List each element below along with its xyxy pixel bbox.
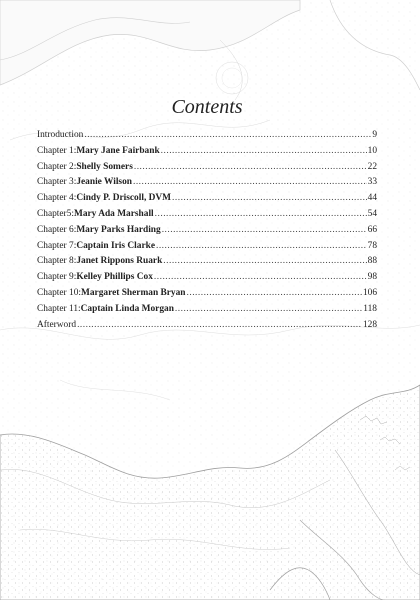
toc-entry[interactable] — [37, 223, 377, 239]
toc-entry[interactable] — [37, 207, 377, 223]
toc-page-number: 66 — [367, 224, 377, 235]
toc-dot-leader — [175, 302, 362, 318]
toc-chapter-label: Chapter5: — [37, 208, 74, 219]
toc-chapter-name: Mary Ada Marshall — [73, 208, 154, 219]
toc-chapter-label: Chapter 4: — [37, 193, 77, 204]
toc-dot-leader — [161, 144, 367, 160]
toc-chapter-label: Chapter 8: — [37, 256, 77, 267]
toc-chapter-name: Margaret Sherman Bryan — [81, 287, 186, 298]
toc-dot-leader — [163, 254, 366, 270]
toc-entry[interactable] — [37, 270, 377, 286]
toc-chapter-label: Chapter 7: — [37, 240, 77, 251]
toc-page-number: 118 — [363, 303, 377, 314]
toc-chapter-label: Afterword — [37, 319, 77, 330]
toc-entry[interactable] — [37, 160, 377, 176]
toc-entry[interactable] — [37, 239, 377, 255]
toc-chapter-name: Janet Rippons Ruark — [76, 256, 163, 267]
toc-chapter-name: Kelley Phillips Cox — [76, 272, 153, 283]
toc-dot-leader — [154, 270, 367, 286]
toc-chapter-label: Chapter 11: — [37, 303, 81, 314]
toc-page-number: 54 — [367, 208, 377, 219]
contents-title: Contents — [171, 96, 243, 118]
toc-page-number: 9 — [372, 130, 377, 140]
toc-dot-leader — [77, 318, 362, 334]
toc-chapter-name: Jeanie Wilson — [76, 177, 132, 188]
toc-chapter-label: Chapter 3: — [37, 177, 77, 188]
toc-chapter-label: Chapter 10: — [37, 287, 82, 298]
toc-entry[interactable] — [37, 254, 377, 270]
toc-dot-leader — [172, 191, 367, 207]
toc-list — [37, 128, 377, 333]
toc-page-number: 44 — [367, 193, 377, 204]
toc-page-number: 22 — [367, 161, 377, 172]
toc-page-number: 33 — [367, 177, 377, 188]
toc-chapter-label: Chapter 1: — [37, 145, 77, 156]
toc-chapter-label: Chapter 2: — [37, 161, 77, 172]
toc-chapter-name: Captain Iris Clarke — [76, 240, 155, 251]
toc-chapter-label: Chapter 9: — [37, 272, 77, 283]
toc-dot-leader — [156, 239, 367, 255]
toc-dot-leader — [162, 223, 367, 239]
toc-entry[interactable] — [37, 302, 377, 318]
toc-entry[interactable] — [37, 318, 377, 334]
toc-page-number: 10 — [367, 145, 377, 156]
toc-chapter-name: Mary Jane Fairbank — [76, 145, 160, 156]
toc-entry[interactable] — [37, 286, 377, 302]
toc-page-number: 98 — [367, 272, 377, 283]
toc-chapter-name: Mary Parks Harding — [76, 224, 161, 235]
toc-chapter-label: Introduction — [37, 130, 84, 140]
toc-page-number: 106 — [362, 287, 377, 298]
toc-dot-leader — [84, 128, 371, 144]
toc-entry[interactable] — [37, 191, 377, 207]
toc-entry[interactable] — [37, 128, 377, 144]
toc-chapter-name: Captain Linda Morgan — [80, 303, 174, 314]
toc-dot-leader — [134, 160, 367, 176]
toc-entry[interactable] — [37, 175, 377, 191]
toc-page-number: 78 — [367, 240, 377, 251]
toc-page-number: 88 — [367, 256, 377, 267]
toc-dot-leader — [155, 207, 367, 223]
toc-dot-leader — [133, 175, 367, 191]
toc-chapter-label: Chapter 6: — [37, 224, 77, 235]
toc-page-number: 128 — [362, 319, 377, 330]
toc-dot-leader — [187, 286, 362, 302]
toc-chapter-name: Shelly Somers — [76, 161, 133, 172]
toc-entry[interactable] — [37, 144, 377, 160]
toc-chapter-name: Cindy P. Driscoll, DVM — [76, 193, 172, 204]
